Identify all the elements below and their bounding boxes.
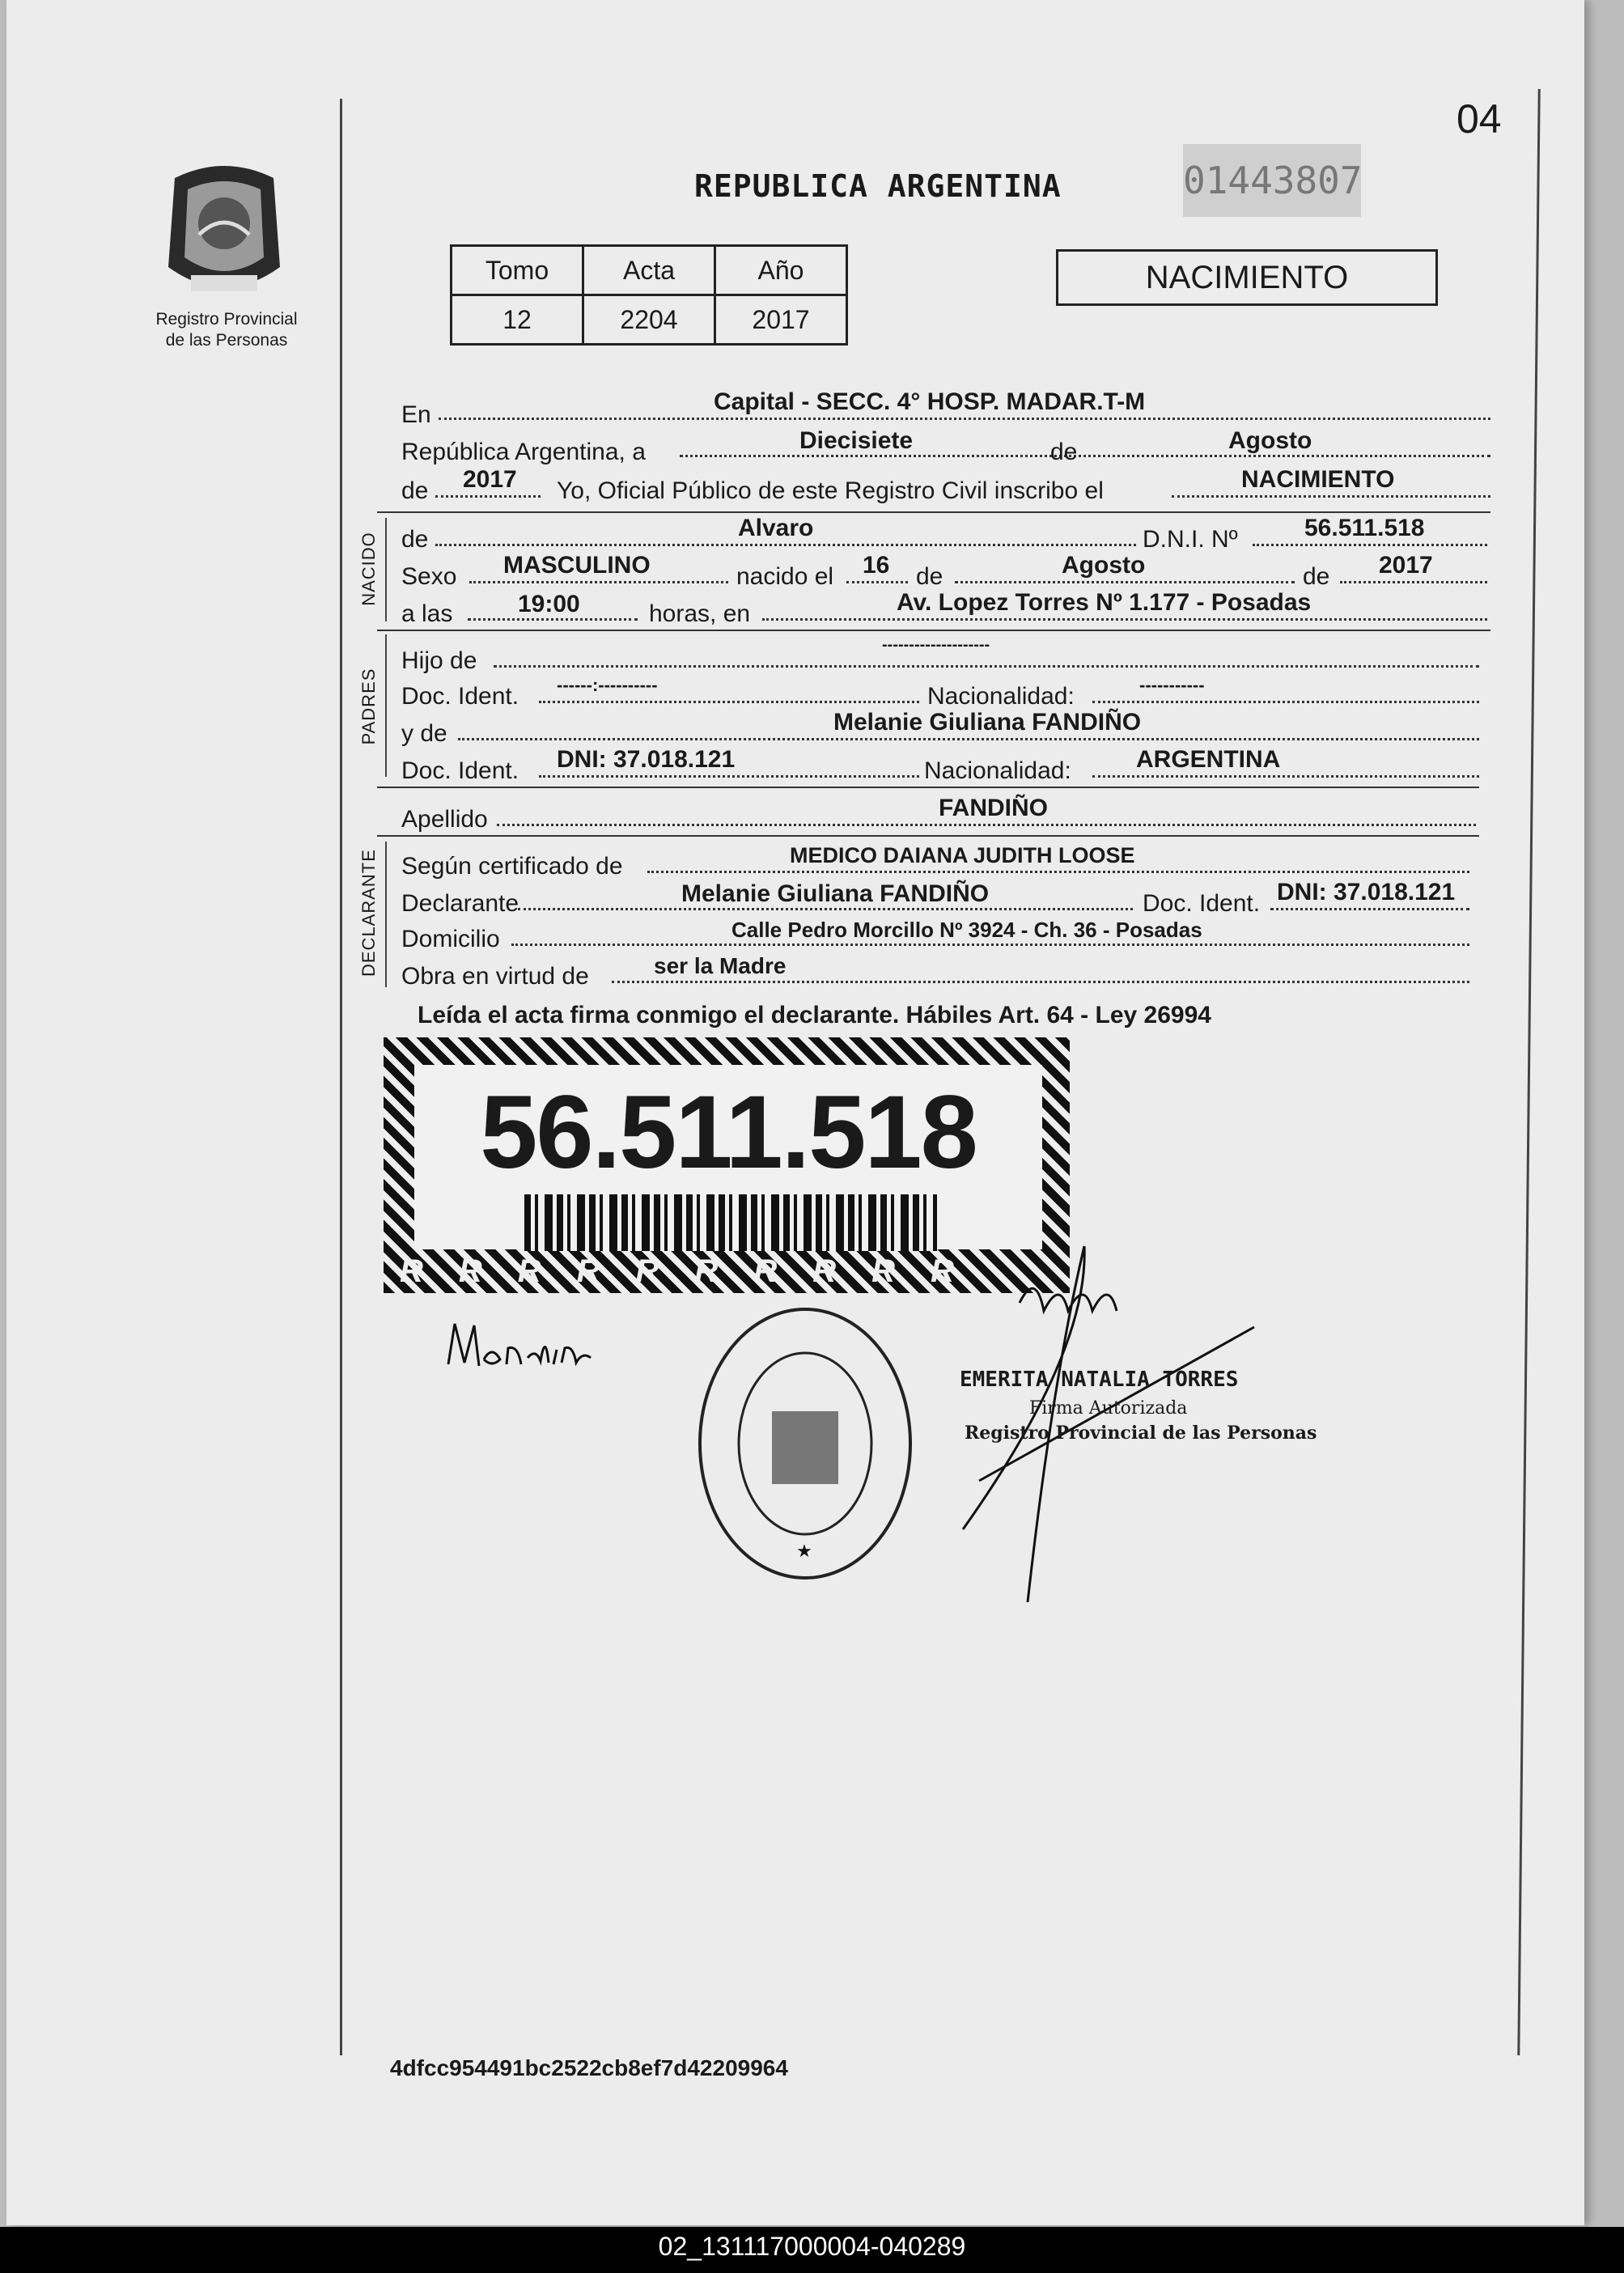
declarant-signature — [443, 1316, 605, 1393]
hora-value: 19:00 — [518, 591, 580, 617]
apellido-value: FANDIÑO — [939, 795, 1048, 821]
logo-caption — [138, 309, 316, 351]
republica-label: República Argentina, a — [401, 439, 646, 465]
barcode-r-strip: RRRRRRRRRR — [400, 1253, 990, 1289]
serial-number: 01443807 — [1183, 144, 1361, 217]
declarante-value: Melanie Giuliana FANDIÑO — [681, 880, 990, 907]
dotted-line — [469, 581, 728, 583]
domicilio-label: Domicilio — [401, 926, 500, 952]
barcode-number: 56.511.518 — [480, 1075, 977, 1190]
official-stamp — [691, 1298, 919, 1593]
dotted-line — [1340, 581, 1487, 583]
declarante-doc-value: DNI: 37.018.121 — [1277, 879, 1456, 905]
footer-file-id: 02_131117000004-040289 — [658, 2232, 966, 2261]
dotted-line — [680, 455, 1490, 457]
dotted-line — [846, 581, 908, 583]
padre-value: -------------------- — [882, 636, 990, 654]
padres-side-label: PADRES — [358, 668, 379, 745]
svg-text:★: ★ — [796, 1541, 812, 1561]
certificado-value: MEDICO DAIANA JUDITH LOOSE — [790, 843, 1135, 867]
province-seal-logo — [159, 154, 290, 304]
document-title: REPUBLICA ARGENTINA — [694, 168, 1062, 204]
inscribo-value: NACIMIENTO — [1241, 466, 1395, 493]
dotted-line — [539, 701, 919, 703]
de-label: de — [1303, 563, 1330, 590]
dotted-line — [458, 738, 1479, 740]
dotted-line — [612, 981, 1469, 983]
table-value-acta: 2204 — [583, 295, 715, 345]
section-bracket — [385, 518, 387, 621]
left-margin-line — [340, 99, 342, 2055]
dotted-line — [435, 544, 1136, 546]
yo-label: Yo, Oficial Público de este Registro Civil inscribo el — [557, 477, 1104, 504]
domicilio-value: Calle Pedro Morcillo Nº 3924 - Ch. 36 - Posadas — [731, 918, 1202, 942]
dotted-line — [539, 775, 919, 778]
logo-caption-line-1: Registro Provincial — [155, 310, 298, 329]
nombre-value: Alvaro — [738, 515, 814, 541]
declarante-side-label: DECLARANTE — [358, 849, 379, 977]
madre-value: Melanie Giuliana FANDIÑO — [833, 709, 1142, 736]
official-office: Registro Provincial de las Personas — [965, 1423, 1317, 1444]
table-header-acta: Acta — [583, 246, 715, 295]
declarante-label: Declarante — [401, 890, 519, 917]
nacionalidad-label: Nacionalidad: — [924, 757, 1071, 784]
section-bracket — [385, 842, 387, 987]
anio-value: 2017 — [463, 466, 517, 493]
table-header-tomo: Tomo — [452, 246, 583, 295]
dotted-line — [518, 908, 1133, 910]
registry-table — [450, 244, 848, 346]
apellido-label: Apellido — [401, 806, 488, 833]
official-role: Firma Autorizada — [1029, 1398, 1188, 1419]
dotted-line — [439, 418, 1490, 420]
lugar-nacimiento-value: Av. Lopez Torres Nº 1.177 - Posadas — [897, 589, 1312, 616]
obra-value: ser la Madre — [654, 953, 787, 978]
nac-anio-value: 2017 — [1379, 552, 1433, 579]
sexo-value: MASCULINO — [503, 552, 651, 579]
alas-label: a las — [401, 600, 453, 627]
dotted-line — [494, 665, 1479, 668]
nac-mes-value: Agosto — [1062, 552, 1146, 579]
document-hash: 4dfcc954491bc2522cb8ef7d42209964 — [390, 2055, 788, 2080]
padre-nacionalidad-value: ----------- — [1139, 675, 1205, 695]
dotted-line — [511, 944, 1469, 946]
dni-value: 56.511.518 — [1304, 515, 1425, 541]
section-divider — [377, 787, 1479, 788]
page-number: 04 — [1457, 96, 1502, 142]
nacido-side-label: NACIDO — [358, 532, 379, 606]
doc-ident-label: Doc. Ident. — [1143, 890, 1261, 917]
section-divider — [377, 511, 1490, 513]
dotted-line — [762, 618, 1487, 621]
nacionalidad-label: Nacionalidad: — [927, 683, 1075, 710]
dotted-line — [1172, 495, 1490, 498]
madre-nacionalidad-value: ARGENTINA — [1136, 746, 1281, 773]
section-divider — [377, 630, 1490, 631]
dotted-line — [1253, 544, 1487, 546]
dia-value: Diecisiete — [799, 427, 914, 454]
nacido-label: nacido el — [736, 563, 834, 590]
table-header-anio: Año — [715, 246, 847, 295]
dni-label: D.N.I. Nº — [1143, 526, 1238, 553]
logo-caption-line-2: de las Personas — [165, 331, 288, 350]
de-label: de — [401, 477, 429, 504]
horas-en-label: horas, en — [649, 600, 751, 627]
de-label: de — [1050, 439, 1078, 465]
dotted-line — [1092, 775, 1479, 778]
dotted-line — [468, 618, 638, 621]
nac-dia-value: 16 — [863, 552, 890, 579]
dotted-line — [1092, 701, 1479, 703]
table-value-anio: 2017 — [715, 295, 847, 345]
de-label: de — [401, 526, 429, 553]
barcode-bars — [524, 1194, 937, 1251]
segun-certificado-label: Según certificado de — [401, 853, 623, 880]
de-label: de — [916, 563, 943, 590]
sexo-label: Sexo — [401, 563, 457, 590]
lugar-registro-value: Capital - SECC. 4° HOSP. MADAR.T-M — [714, 388, 1146, 415]
dotted-line — [647, 871, 1469, 873]
madre-doc-value: DNI: 37.018.121 — [557, 746, 736, 773]
document-type-box: NACIMIENTO — [1056, 249, 1438, 306]
dotted-line — [435, 495, 541, 498]
table-value-tomo: 12 — [452, 295, 583, 345]
doc-ident-label: Doc. Ident. — [401, 757, 519, 784]
dotted-line — [497, 824, 1476, 826]
doc-ident-label: Doc. Ident. — [401, 683, 519, 710]
section-divider — [377, 835, 1479, 837]
y-de-label: y de — [401, 720, 447, 747]
mes-value: Agosto — [1228, 427, 1312, 454]
en-label: En — [401, 401, 431, 428]
obra-en-virtud-label: Obra en virtud de — [401, 963, 589, 990]
hijo-de-label: Hijo de — [401, 647, 477, 674]
official-name: EMERITA NATALIA TORRES — [960, 1368, 1239, 1392]
padre-doc-value: ------:---------- — [557, 675, 658, 695]
leida-acta-text: Leída el acta firma conmigo el declarante. Hábiles Art. 64 - Ley 26994 — [418, 1002, 1211, 1028]
section-bracket — [385, 634, 387, 777]
dotted-line — [955, 581, 1295, 583]
dotted-line — [1270, 908, 1469, 910]
